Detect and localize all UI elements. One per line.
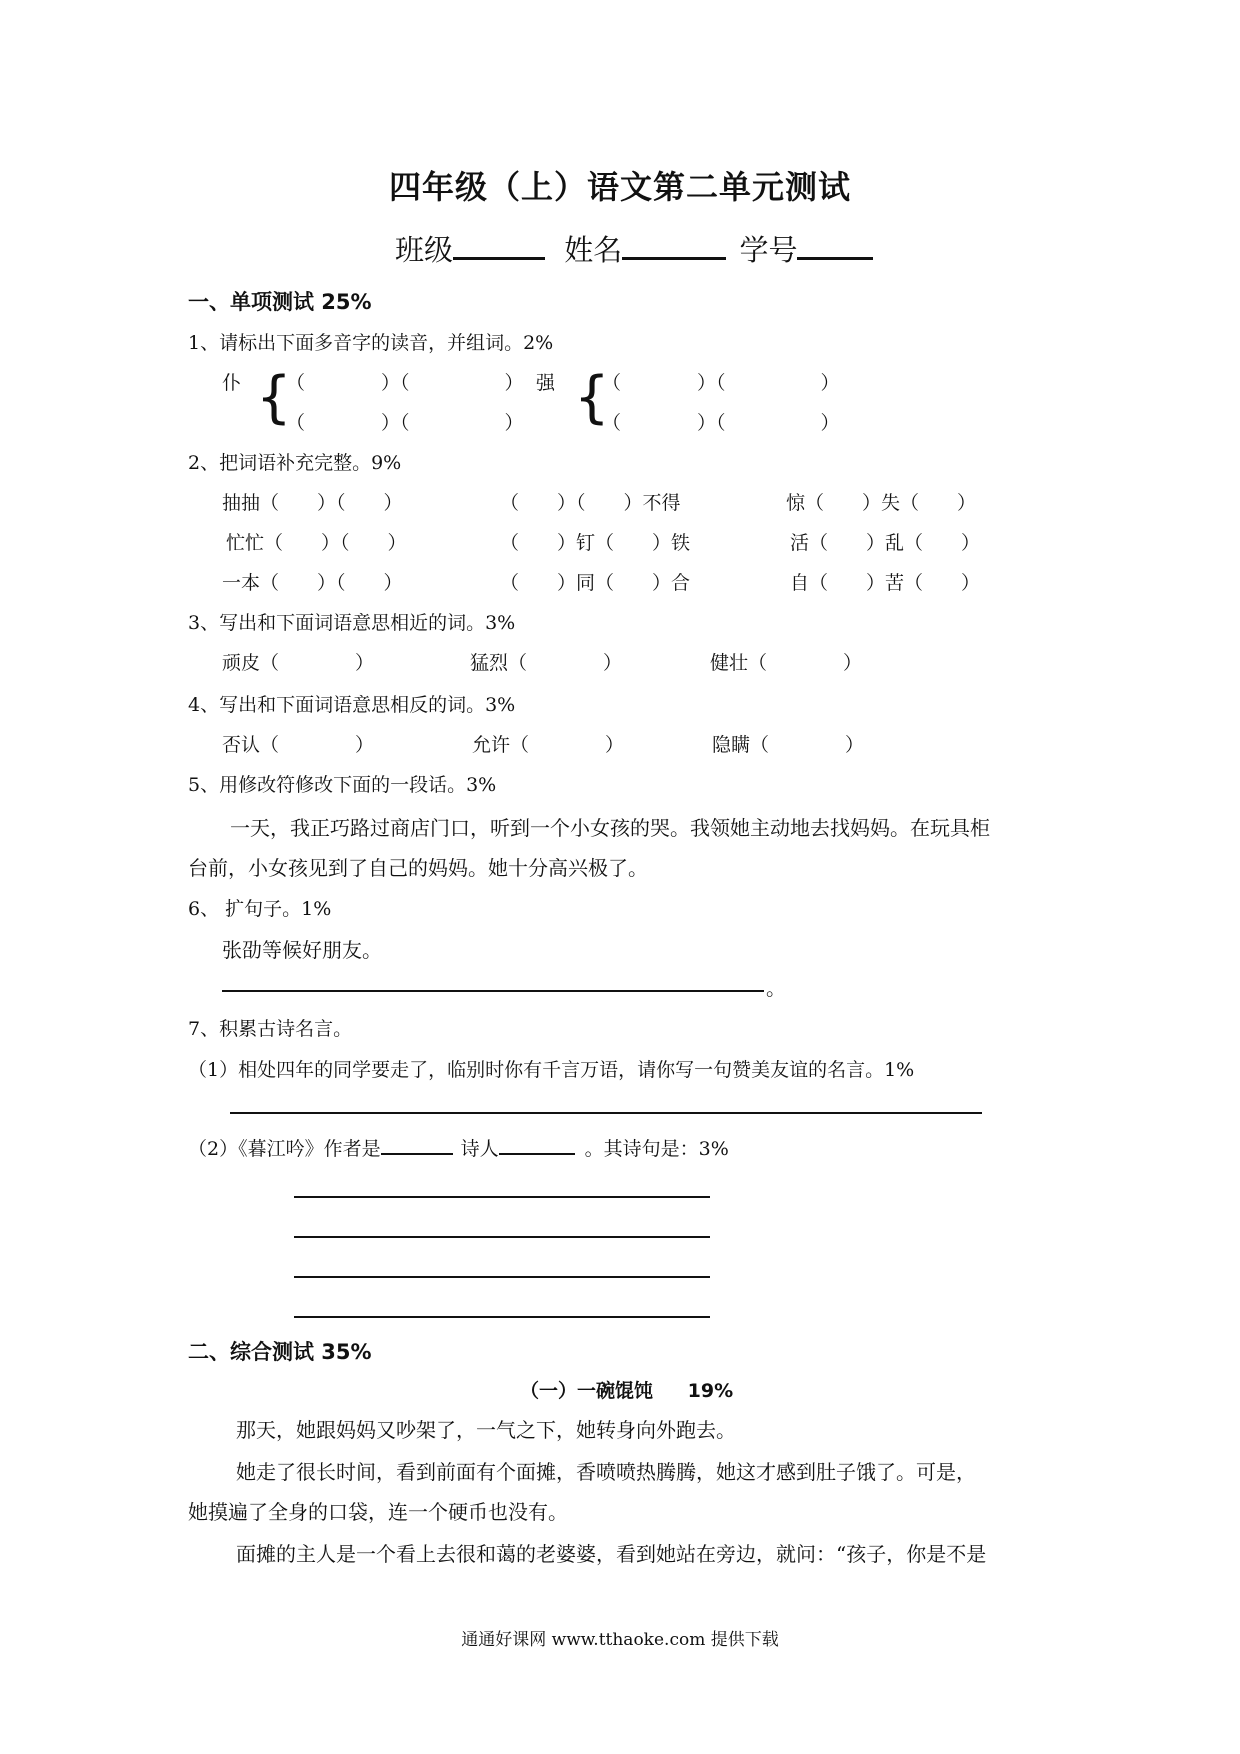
q2-item[interactable]: 活（ ）乱（ ） xyxy=(790,532,981,554)
q7-sub1-answer-line[interactable] xyxy=(230,1112,982,1114)
q6-prompt: 6、 扩句子。1% xyxy=(188,898,332,920)
q7-sub2 xyxy=(188,1134,729,1161)
q6-answer-line[interactable] xyxy=(222,990,764,992)
q2-item[interactable]: 惊（ ）失（ ） xyxy=(786,492,977,514)
name-label: 姓名 xyxy=(564,233,623,267)
q4-prompt: 4、写出和下面词语意思相反的词。3% xyxy=(188,694,516,716)
q1-brace1: { xyxy=(256,365,292,430)
q2-item[interactable]: 一本（ ）（ ） xyxy=(222,572,403,594)
q6-sentence: 张劭等候好朋友。 xyxy=(222,938,382,962)
passage-para2-line1: 她走了很长时间，看到前面有个面摊，香喷喷热腾腾，她这才感到肚子饿了。可是， xyxy=(236,1460,976,1484)
passage-title-text: （一）一碗馄饨 xyxy=(520,1380,654,1402)
q7-sub1: （1）相处四年的同学要走了，临别时你有千言万语，请你写一句赞美友谊的名言。1% xyxy=(188,1059,915,1081)
q5-paragraph-line2: 台前，小女孩见到了自己的妈妈。她十分高兴极了。 xyxy=(188,856,648,880)
id-blank xyxy=(797,231,873,260)
q1-slot-1a[interactable]: （ ）（ ） xyxy=(286,372,524,394)
q7-prompt: 7、积累古诗名言。 xyxy=(188,1018,353,1040)
passage-para2-line2: 她摸遍了全身的口袋，连一个硬币也没有。 xyxy=(188,1500,568,1524)
q2-item[interactable]: 自（ ）苦（ ） xyxy=(790,572,981,594)
footer: 通通好课网 www.tthaoke.com 提供下载 xyxy=(461,1630,779,1650)
q5-prompt: 5、用修改符修改下面的一段话。3% xyxy=(188,774,497,796)
q2-item[interactable]: 抽抽（ ）（ ） xyxy=(222,492,403,514)
q3-item[interactable]: 健壮（ ） xyxy=(710,652,863,674)
class-blank xyxy=(453,231,545,260)
q3-item[interactable]: 顽皮（ ） xyxy=(222,652,375,674)
q3-item[interactable]: 猛烈（ ） xyxy=(470,652,623,674)
section2-heading: 二、综合测试 35% xyxy=(188,1340,372,1364)
poem-line-1[interactable] xyxy=(294,1196,710,1198)
q2-item[interactable]: （ ）（ ）不得 xyxy=(500,492,681,514)
q7-sub2-text-b: 诗人 xyxy=(460,1138,499,1160)
q2-item[interactable]: 忙忙（ ）（ ） xyxy=(226,532,407,554)
q1-char2: 强 xyxy=(536,372,556,394)
era-blank[interactable] xyxy=(381,1137,453,1155)
q2-item[interactable]: （ ）钉（ ）铁 xyxy=(500,532,691,554)
poem-line-3[interactable] xyxy=(294,1276,710,1278)
q7-sub2-text-a: （2）《暮江吟》作者是 xyxy=(188,1138,381,1160)
q3-prompt: 3、写出和下面词语意思相近的词。3% xyxy=(188,612,516,634)
passage-para1: 那天，她跟妈妈又吵架了，一气之下，她转身向外跑去。 xyxy=(236,1418,736,1442)
q4-item[interactable]: 允许（ ） xyxy=(472,734,625,756)
q1-char1: 仆 xyxy=(222,372,242,394)
q1-slot-2b[interactable]: （ ）（ ） xyxy=(602,412,840,434)
q1-slot-1b[interactable]: （ ）（ ） xyxy=(286,412,524,434)
q5-paragraph-line1: 一天，我正巧路过商店门口，听到一个小女孩的哭。我领她主动地去找妈妈。在玩具柜 xyxy=(230,816,990,840)
q7-sub2-text-c: 。其诗句是：3% xyxy=(584,1138,729,1160)
section1-heading: 一、单项测试 25% xyxy=(188,290,372,314)
q4-item[interactable]: 隐瞒（ ） xyxy=(712,734,865,756)
poem-line-4[interactable] xyxy=(294,1316,710,1318)
passage-para3-line1: 面摊的主人是一个看上去很和蔼的老婆婆，看到她站在旁边，就问：“孩子，你是不是 xyxy=(236,1542,987,1566)
poem-line-2[interactable] xyxy=(294,1236,710,1238)
passage-score: 19% xyxy=(687,1380,734,1402)
q2-item[interactable]: （ ）同（ ）合 xyxy=(500,572,691,594)
class-label: 班级 xyxy=(395,233,454,267)
q4-item[interactable]: 否认（ ） xyxy=(222,734,375,756)
q6-end-mark: 。 xyxy=(766,976,786,1000)
q1-slot-2a[interactable]: （ ）（ ） xyxy=(602,372,840,394)
student-info xyxy=(395,228,873,269)
q1-brace2: { xyxy=(574,365,610,430)
name-blank xyxy=(622,231,726,260)
page-title: 四年级（上）语文第二单元测试 xyxy=(388,168,851,206)
q2-prompt: 2、把词语补充完整。9% xyxy=(188,452,402,474)
id-label: 学号 xyxy=(739,233,798,267)
poet-blank[interactable] xyxy=(499,1137,575,1155)
q1-prompt: 1、请标出下面多音字的读音，并组词。2% xyxy=(188,332,554,354)
passage-title xyxy=(520,1376,733,1403)
